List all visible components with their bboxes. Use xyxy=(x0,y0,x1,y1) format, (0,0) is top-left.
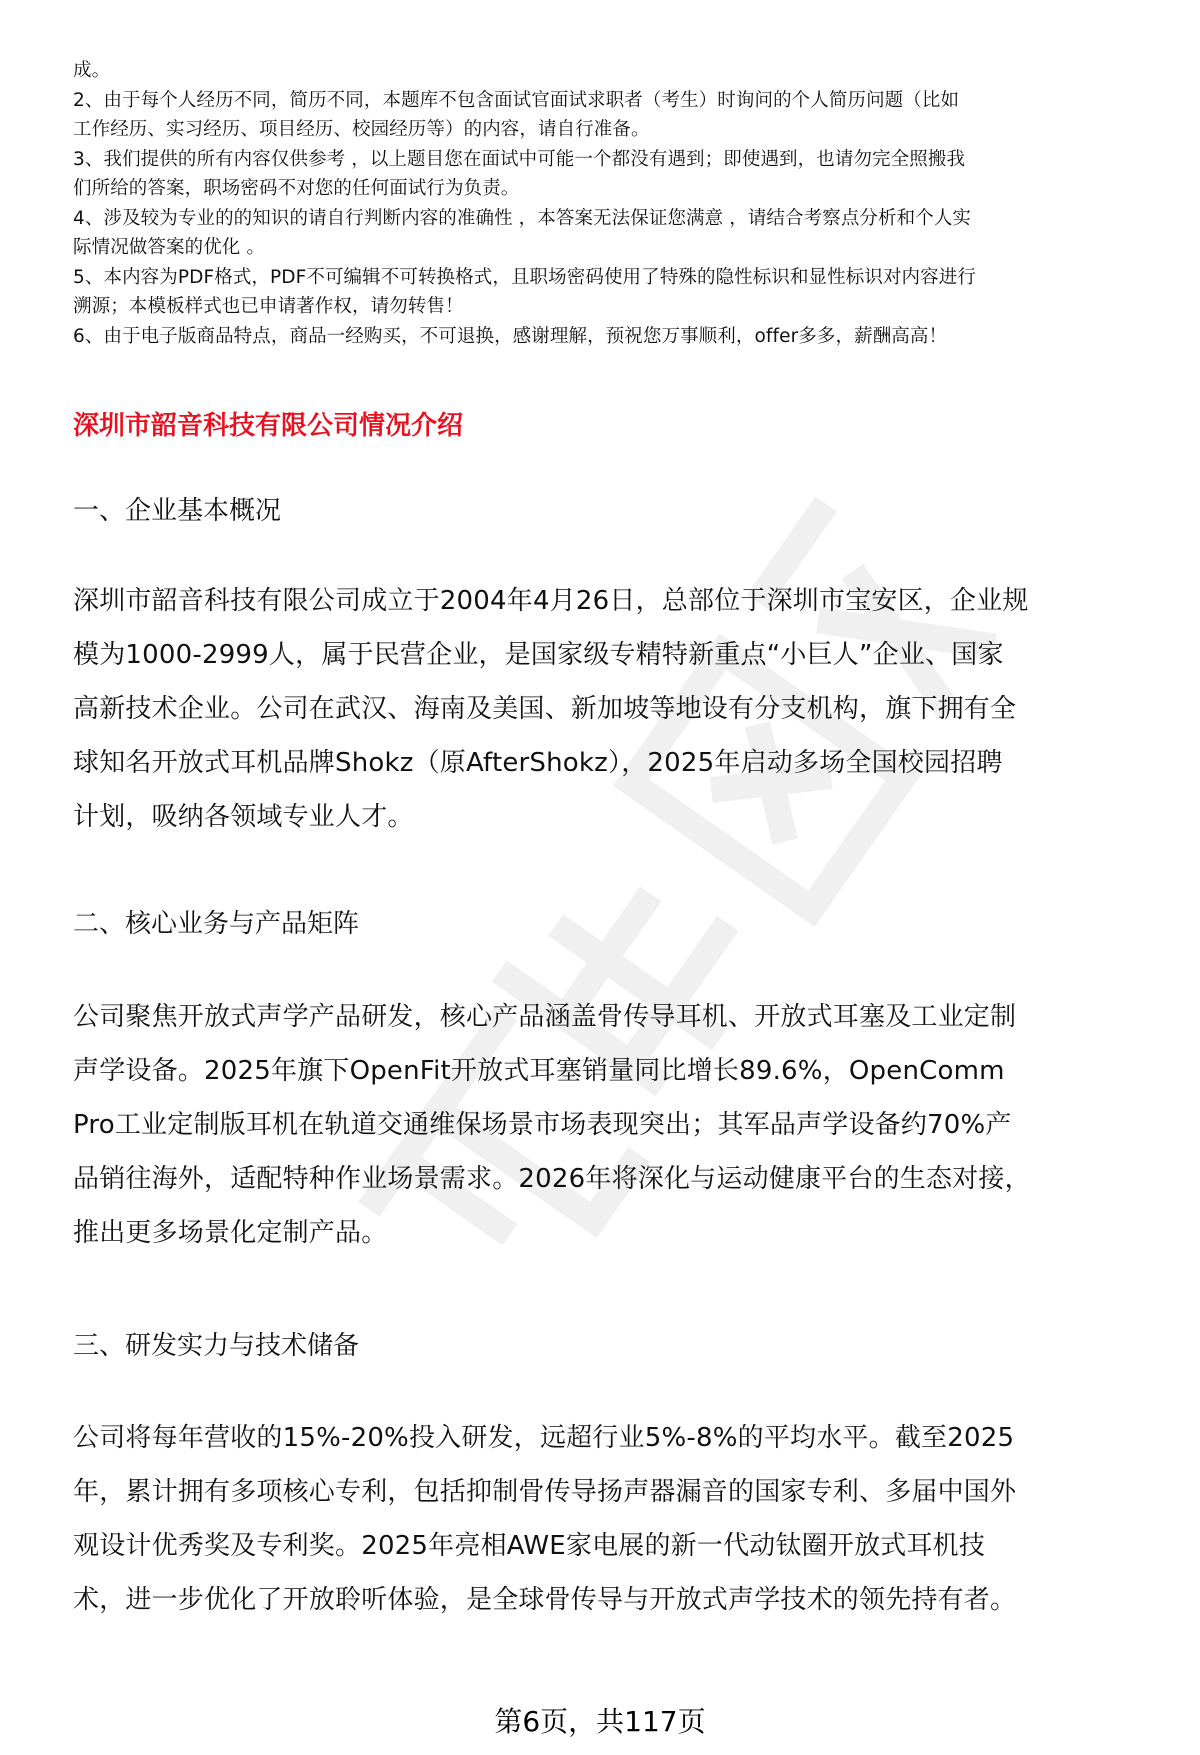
page-number: 第6页，共117页 xyxy=(494,1705,706,1738)
section-body-rnd xyxy=(73,1411,1043,1627)
body-line: 年，累计拥有多项核心专利，包括抑制骨传导扬声器漏音的国家专利、多届中国外 xyxy=(73,1477,1017,1507)
body-line: 球知名开放式耳机品牌Shokz（原AfterShokz），2025年启动多场全国校园招聘 xyxy=(73,748,1003,778)
body-line: 深圳市韶音科技有限公司成立于2004年4月26日，总部位于深圳市宝安区，企业规 xyxy=(73,586,1029,616)
body-line: 计划，吸纳各领域专业人才。 xyxy=(73,802,414,832)
note-line: 4、涉及较为专业的的知识的请自行判断内容的准确性 ，本答案无法保证您满意 ，请结合考察点分析和个人实 xyxy=(73,207,972,229)
body-line: 公司将每年营收的15%-20%投入研发，远超行业5%-8%的平均水平。截至2025 xyxy=(73,1423,1015,1453)
body-line: 推出更多场景化定制产品。 xyxy=(73,1218,388,1248)
section-body-overview xyxy=(73,574,1043,844)
note-line: 2、由于每个人经历不同，简历不同，本题库不包含面试官面试求职者（考生）时询问的个人简历问题（比如 xyxy=(73,89,960,111)
note-line: 6、由于电子版商品特点，商品一经购买，不可退换，感谢理解，预祝您万事顺利，offer多多，薪酬高高！ xyxy=(73,325,948,347)
note-line: 际情况做答案的优化 。 xyxy=(73,237,265,258)
section-heading-products: 二、核心业务与产品矩阵 xyxy=(73,909,360,939)
page-title: 深圳市韶音科技有限公司情况介绍 xyxy=(73,411,464,441)
body-line: 术，进一步优化了开放聆听体验，是全球骨传导与开放式声学技术的领先持有者。 xyxy=(73,1585,1017,1615)
body-line: 模为1000-2999人，属于民营企业，是国家级专精特新重点“小巨人”企业、国家 xyxy=(73,640,1004,670)
section-heading-rnd: 三、研发实力与技术储备 xyxy=(73,1331,360,1361)
note-line: 5、本内容为PDF格式，PDF不可编辑不可转换格式，且职场密码使用了特殊的隐性标识和显性标识对内容进行 xyxy=(73,266,976,288)
body-line: Pro工业定制版耳机在轨道交通维保场景市场表现突出；其军品声学设备约70%产 xyxy=(73,1110,1012,1140)
note-line: 溯源；本模板样式也已申请著作权，请勿转售！ xyxy=(73,296,464,317)
note-line: 们所给的答案，职场密码不对您的任何面试行为负责。 xyxy=(73,178,520,199)
note-line: 3、我们提供的所有内容仅供参考 ，以上题目您在面试中可能一个都没有遇到；即使遇到，也请勿完全照搬我 xyxy=(73,148,966,170)
disclaimer-notes xyxy=(73,56,1053,351)
body-line: 品销往海外，适配特种作业场景需求。2026年将深化与运动健康平台的生态对接， xyxy=(73,1164,1031,1194)
section-heading-overview: 一、企业基本概况 xyxy=(73,496,282,526)
body-line: 高新技术企业。公司在武汉、海南及美国、新加坡等地设有分支机构，旗下拥有全 xyxy=(73,694,1017,724)
body-line: 观设计优秀奖及专利奖。2025年亮相AWE家电展的新一代动钛圈开放式耳机技 xyxy=(73,1531,986,1561)
note-line: 成。 xyxy=(73,60,111,81)
body-line: 声学设备。2025年旗下OpenFit开放式耳塞销量同比增长89.6%，OpenComm xyxy=(73,1056,1005,1086)
section-body-products xyxy=(73,990,1043,1260)
note-line: 工作经历、实习经历、项目经历、校园经历等）的内容，请自行准备。 xyxy=(73,119,650,140)
body-line: 公司聚焦开放式声学产品研发，核心产品涵盖骨传导耳机、开放式耳塞及工业定制 xyxy=(73,1002,1017,1032)
